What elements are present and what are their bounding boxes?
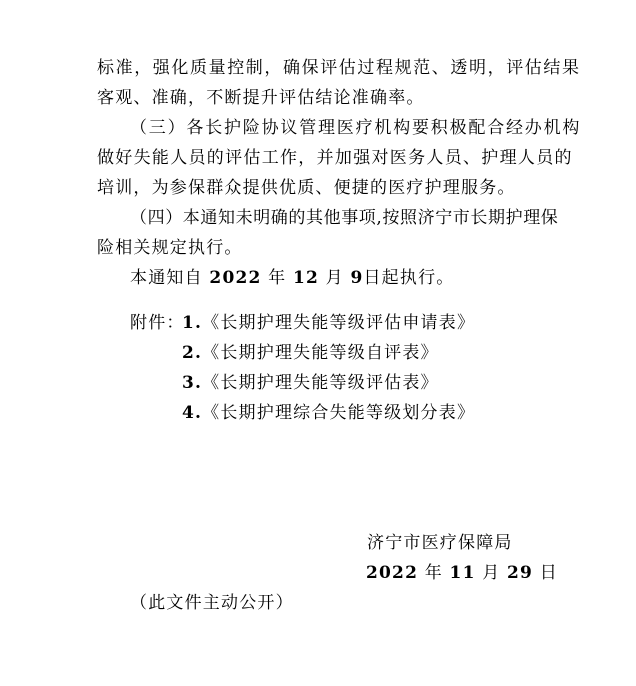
attachment-item-4 <box>182 403 475 423</box>
effective-date-line <box>130 268 454 288</box>
effective-prefix: 本通知自 <box>130 268 203 288</box>
attachment-item-2 <box>182 343 439 363</box>
body-line-2: 客观、准确，不断提升评估结论准确率。 <box>97 88 425 108</box>
attachment-title: 《长期护理失能等级自评表》 <box>202 343 439 363</box>
body-line-1: 标准，强化质量控制，确保评估过程规范、透明，评估结果 <box>97 58 581 78</box>
disclosure-note: （此文件主动公开） <box>130 593 294 613</box>
effective-month-unit: 月 <box>325 268 344 288</box>
effective-day: 9 <box>350 268 364 288</box>
effective-suffix: 日起执行。 <box>363 268 455 288</box>
signature-org: 济宁市医疗保障局 <box>367 533 513 553</box>
attachment-title: 《长期护理失能等级评估申请表》 <box>202 313 476 333</box>
signature-month-unit: 月 <box>482 563 501 583</box>
signature-month: 11 <box>449 563 476 583</box>
signature-day-unit: 日 <box>539 563 558 583</box>
attachment-item-1 <box>182 313 475 333</box>
signature-year: 2022 <box>366 563 419 583</box>
effective-month: 12 <box>292 268 320 288</box>
attachment-title: 《长期护理失能等级评估表》 <box>202 373 439 393</box>
attachment-title: 《长期护理综合失能等级划分表》 <box>202 403 476 423</box>
body-line-7: 险相关规定执行。 <box>97 238 243 258</box>
attachments-label: 附件： <box>130 313 185 333</box>
attachment-num: 2. <box>182 343 203 363</box>
attachment-num: 1. <box>182 313 203 333</box>
body-line-3: （三）各长护险协议管理医疗机构要积极配合经办机构 <box>130 118 582 138</box>
body-line-5: 培训，为参保群众提供优质、便捷的医疗护理服务。 <box>97 178 516 198</box>
body-line-6: （四）本通知未明确的其他事项,按照济宁市长期护理保 <box>130 208 559 228</box>
signature-year-unit: 年 <box>424 563 443 583</box>
effective-year-unit: 年 <box>268 268 287 288</box>
signature-date <box>366 563 558 583</box>
attachment-num: 3. <box>182 373 203 393</box>
body-line-4: 做好失能人员的评估工作，并加强对医务人员、护理人员的 <box>97 148 573 168</box>
signature-day: 29 <box>507 563 534 583</box>
attachment-item-3 <box>182 373 439 393</box>
effective-year: 2022 <box>209 268 262 288</box>
attachment-num: 4. <box>182 403 203 423</box>
